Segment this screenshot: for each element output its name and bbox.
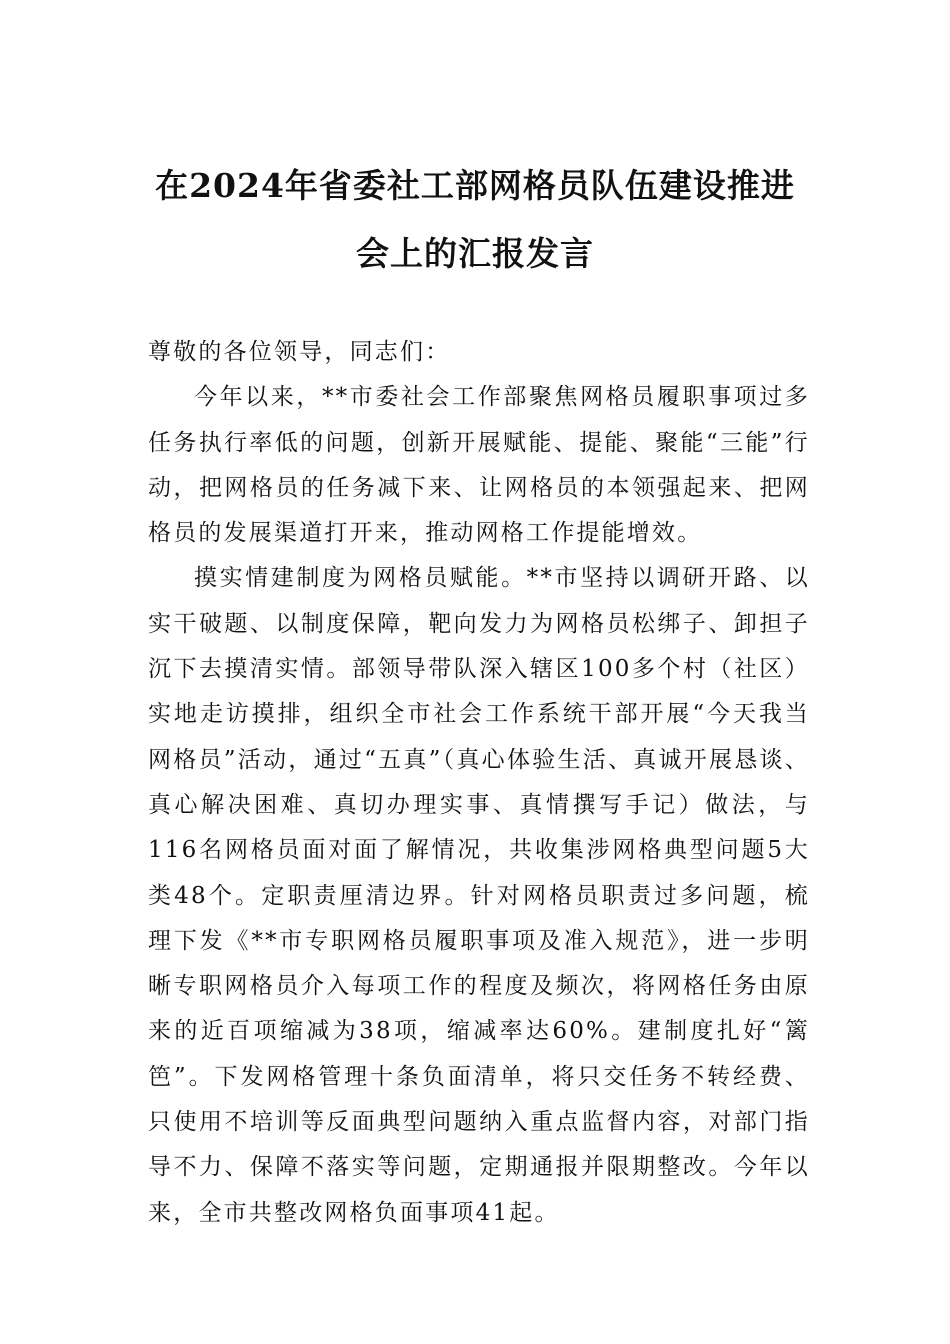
title-line-1: 在2024年省委社工部网格员队伍建设推进 <box>155 166 795 205</box>
title-line-2: 会上的汇报发言 <box>356 234 594 273</box>
paragraph-intro: 今年以来，**市委社会工作部聚焦网格员履职事项过多任务执行率低的问题，创新开展赋能、提能、聚能“三能”行动，把网格员的任务减下来、让网格员的本领强起来、把网格员的发展渠道打开来，推动网格工作提能增效。 <box>148 384 810 547</box>
paragraph-empowerment: 摸实情建制度为网格员赋能。**市坚持以调研开路、以实干破题、以制度保障，靶向发力为网格员松绑子、卸担子沉下去摸清实情。部领导带队深入辖区100多个村（社区）实地走访摸排，组织全市社会工作系统干部开展“今天我当网格员”活动，通过“五真”（真心体验生活、真诚开展恳谈、真心解决困难、真切办理实事、真情撰写手记）做法，与116名网格员面对面了解情况，共收集涉网格典型问题5大类48个。定职责厘清边界。针对网格员职责过多问题，梳理下发《**市专职网格员履职事项及准入规范》，进一步明晰专职网格员介入每项工作的程度及频次，将网格任务由原来的近百项缩减为38项，缩减率达60%。建制度扎好“篱笆”。下发网格管理十条负面清单，将只交任务不转经费、只使用不培训等反面典型问题纳入重点监督内容，对部门指导不力、保障不落实等问题，定期通报并限期整改。今年以来，全市共整改网格负面事项41起。 <box>148 565 810 1226</box>
document-body <box>148 330 810 1236</box>
document-title <box>130 152 820 288</box>
salutation: 尊敬的各位领导，同志们： <box>148 339 451 365</box>
